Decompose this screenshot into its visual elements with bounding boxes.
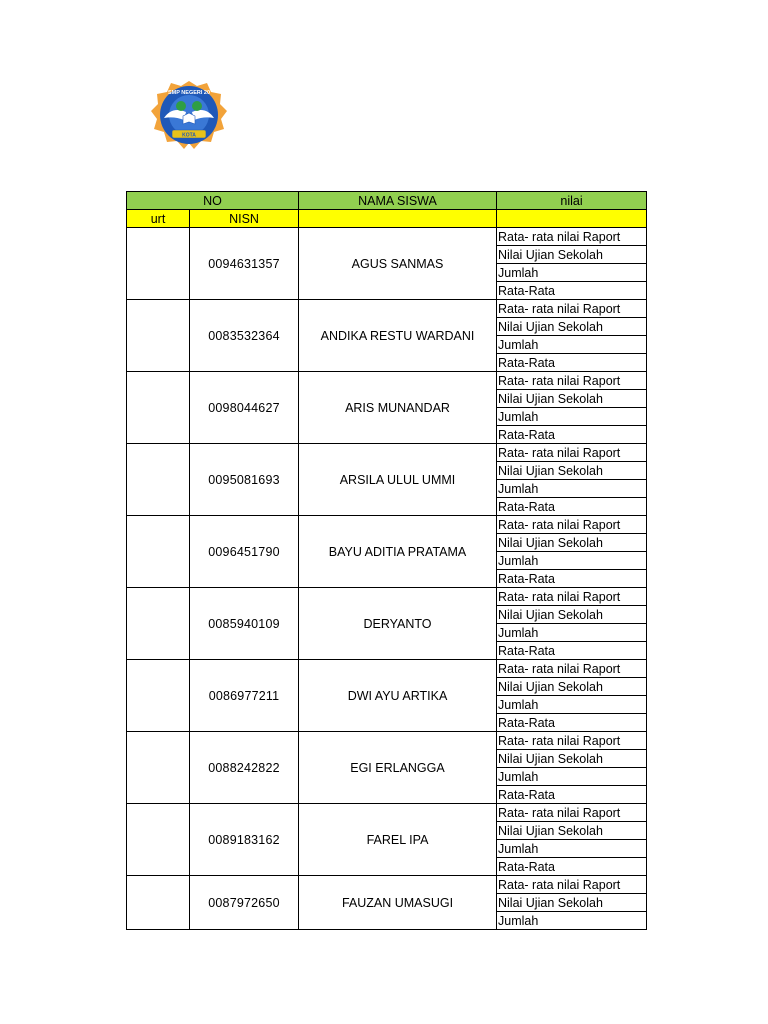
table-row	[127, 444, 647, 462]
student-nisn: 0085940109	[190, 588, 299, 660]
student-name: ANDIKA RESTU WARDANI	[299, 300, 497, 372]
student-urt	[127, 228, 190, 300]
nilai-label: Nilai Ujian Sekolah	[497, 390, 647, 408]
nilai-label: Jumlah	[497, 624, 647, 642]
student-nisn: 0086977211	[190, 660, 299, 732]
school-logo	[150, 80, 228, 152]
nilai-label: Jumlah	[497, 840, 647, 858]
nilai-label: Rata- rata nilai Raport	[497, 588, 647, 606]
table-row	[127, 372, 647, 390]
logo-top-text: SMP NEGERI 20	[167, 90, 211, 96]
nilai-label: Nilai Ujian Sekolah	[497, 606, 647, 624]
nilai-label: Rata- rata nilai Raport	[497, 732, 647, 750]
student-urt	[127, 732, 190, 804]
nilai-label: Jumlah	[497, 408, 647, 426]
student-name: ARIS MUNANDAR	[299, 372, 497, 444]
nilai-label: Jumlah	[497, 552, 647, 570]
student-urt	[127, 804, 190, 876]
nilai-label: Rata-Rata	[497, 426, 647, 444]
logo-left-leaf	[176, 101, 186, 111]
header-row-2	[127, 210, 647, 228]
nilai-label: Rata- rata nilai Raport	[497, 876, 647, 894]
student-name: BAYU ADITIA PRATAMA	[299, 516, 497, 588]
student-grade-table	[126, 191, 647, 930]
student-urt	[127, 372, 190, 444]
table-row	[127, 804, 647, 822]
student-urt	[127, 588, 190, 660]
nilai-label: Jumlah	[497, 480, 647, 498]
student-nisn: 0094631357	[190, 228, 299, 300]
header-nisn: NISN	[190, 210, 299, 228]
nilai-label: Jumlah	[497, 912, 647, 930]
header-nilai: nilai	[497, 192, 647, 210]
nilai-label: Rata-Rata	[497, 858, 647, 876]
nilai-label: Jumlah	[497, 264, 647, 282]
student-name: AGUS SANMAS	[299, 228, 497, 300]
student-nisn: 0083532364	[190, 300, 299, 372]
student-name: DWI AYU ARTIKA	[299, 660, 497, 732]
nilai-label: Nilai Ujian Sekolah	[497, 750, 647, 768]
nilai-label: Rata-Rata	[497, 570, 647, 588]
student-urt	[127, 660, 190, 732]
nilai-label: Rata- rata nilai Raport	[497, 228, 647, 246]
nilai-label: Jumlah	[497, 336, 647, 354]
student-nisn: 0095081693	[190, 444, 299, 516]
table-row	[127, 660, 647, 678]
nilai-label: Rata- rata nilai Raport	[497, 300, 647, 318]
student-nisn: 0089183162	[190, 804, 299, 876]
header-urt: urt	[127, 210, 190, 228]
student-urt	[127, 444, 190, 516]
nilai-label: Rata- rata nilai Raport	[497, 444, 647, 462]
student-nisn: 0098044627	[190, 372, 299, 444]
nilai-label: Rata- rata nilai Raport	[497, 372, 647, 390]
student-name: ARSILA ULUL UMMI	[299, 444, 497, 516]
nilai-label: Jumlah	[497, 696, 647, 714]
student-nisn: 0088242822	[190, 732, 299, 804]
header-row-1	[127, 192, 647, 210]
nilai-label: Rata- rata nilai Raport	[497, 660, 647, 678]
nilai-label: Nilai Ujian Sekolah	[497, 318, 647, 336]
nilai-label: Rata-Rata	[497, 354, 647, 372]
student-name: FAUZAN UMASUGI	[299, 876, 497, 930]
student-name: FAREL IPA	[299, 804, 497, 876]
logo-band-text: KOTA	[182, 132, 196, 139]
header-nama-blank	[299, 210, 497, 228]
nilai-label: Rata- rata nilai Raport	[497, 516, 647, 534]
header-nilai-blank	[497, 210, 647, 228]
student-urt	[127, 876, 190, 930]
nilai-label: Nilai Ujian Sekolah	[497, 462, 647, 480]
table-row	[127, 732, 647, 750]
header-nama-siswa: NAMA SISWA	[299, 192, 497, 210]
nilai-label: Jumlah	[497, 768, 647, 786]
table-row	[127, 516, 647, 534]
student-name: EGI ERLANGGA	[299, 732, 497, 804]
nilai-label: Rata-Rata	[497, 282, 647, 300]
nilai-label: Rata-Rata	[497, 714, 647, 732]
nilai-label: Nilai Ujian Sekolah	[497, 894, 647, 912]
student-nisn: 0087972650	[190, 876, 299, 930]
student-name: DERYANTO	[299, 588, 497, 660]
table-row	[127, 588, 647, 606]
nilai-label: Rata-Rata	[497, 642, 647, 660]
logo-right-leaf	[192, 101, 202, 111]
nilai-label: Nilai Ujian Sekolah	[497, 246, 647, 264]
nilai-label: Nilai Ujian Sekolah	[497, 534, 647, 552]
header-no: NO	[127, 192, 299, 210]
nilai-label: Rata- rata nilai Raport	[497, 804, 647, 822]
table-row	[127, 876, 647, 894]
nilai-label: Nilai Ujian Sekolah	[497, 678, 647, 696]
nilai-label: Rata-Rata	[497, 498, 647, 516]
table-row	[127, 300, 647, 318]
table-row	[127, 228, 647, 246]
nilai-label: Rata-Rata	[497, 786, 647, 804]
nilai-label: Nilai Ujian Sekolah	[497, 822, 647, 840]
student-urt	[127, 300, 190, 372]
student-urt	[127, 516, 190, 588]
student-nisn: 0096451790	[190, 516, 299, 588]
